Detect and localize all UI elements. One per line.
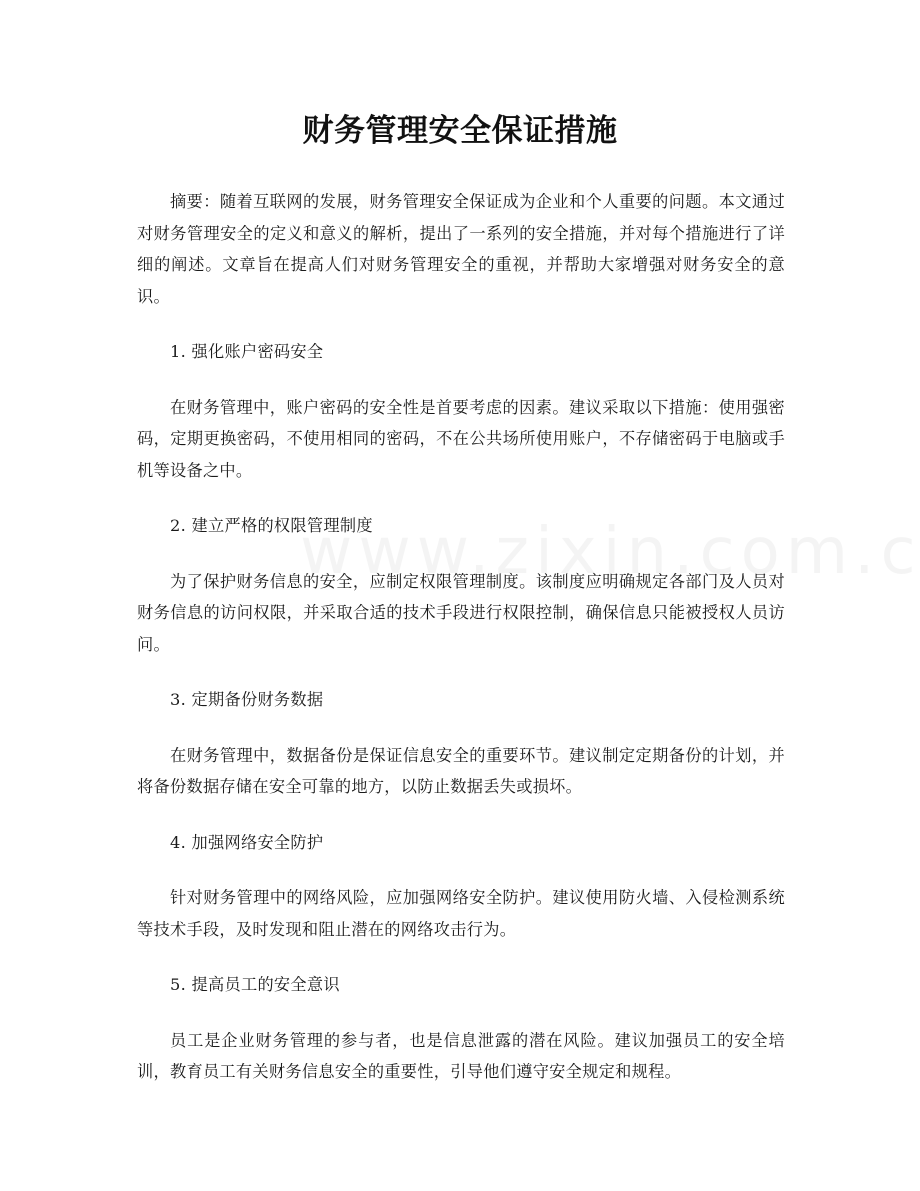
section-heading-5: 5. 提高员工的安全意识 xyxy=(170,975,340,994)
section-body-5: 员工是企业财务管理的参与者，也是信息泄露的潜在风险。建议加强员工的安全培训，教育员工有关财务信息安全的重要性，引导他们遵守安全规定和规程。 xyxy=(137,1030,785,1081)
section-body-1: 在财务管理中，账户密码的安全性是首要考虑的因素。建议采取以下措施：使用强密码，定期更换密码，不使用相同的密码，不在公共场所使用账户，不存储密码于电脑或手机等设备之中。 xyxy=(137,397,785,480)
section-heading-4: 4. 加强网络安全防护 xyxy=(170,832,324,852)
section-body-4: 针对财务管理中的网络风险，应加强网络安全防护。建议使用防火墙、入侵检测系统等技术手段，及时发现和阻止潜在的网络攻击行为。 xyxy=(137,888,785,939)
section-body-3: 在财务管理中，数据备份是保证信息安全的重要环节。建议制定定期备份的计划，并将备份数据存储在安全可靠的地方，以防止数据丢失或损坏。 xyxy=(137,745,785,796)
section-heading-1: 1. 强化账户密码安全 xyxy=(170,342,324,361)
document-title: 财务管理安全保证措施 xyxy=(302,113,618,149)
section-body-2: 为了保护财务信息的安全，应制定权限管理制度。该制度应明确规定各部门及人员对财务信息的访问权限，并采取合适的技术手段进行权限控制，确保信息只能被授权人员访问。 xyxy=(137,571,785,654)
abstract-paragraph: 摘要：随着互联网的发展，财务管理安全保证成为企业和个人重要的问题。本文通过对财务管理安全的定义和意义的解析，提出了一系列的安全措施，并对每个措施进行了详细的阐述。文章旨在提高人们对财务管理安全的重视，并帮助大家增强对财务安全的意识。 xyxy=(137,192,785,306)
section-heading-2: 2. 建立严格的权限管理制度 xyxy=(170,516,373,535)
section-heading-3: 3. 定期备份财务数据 xyxy=(170,690,324,709)
document-body xyxy=(137,186,785,1112)
